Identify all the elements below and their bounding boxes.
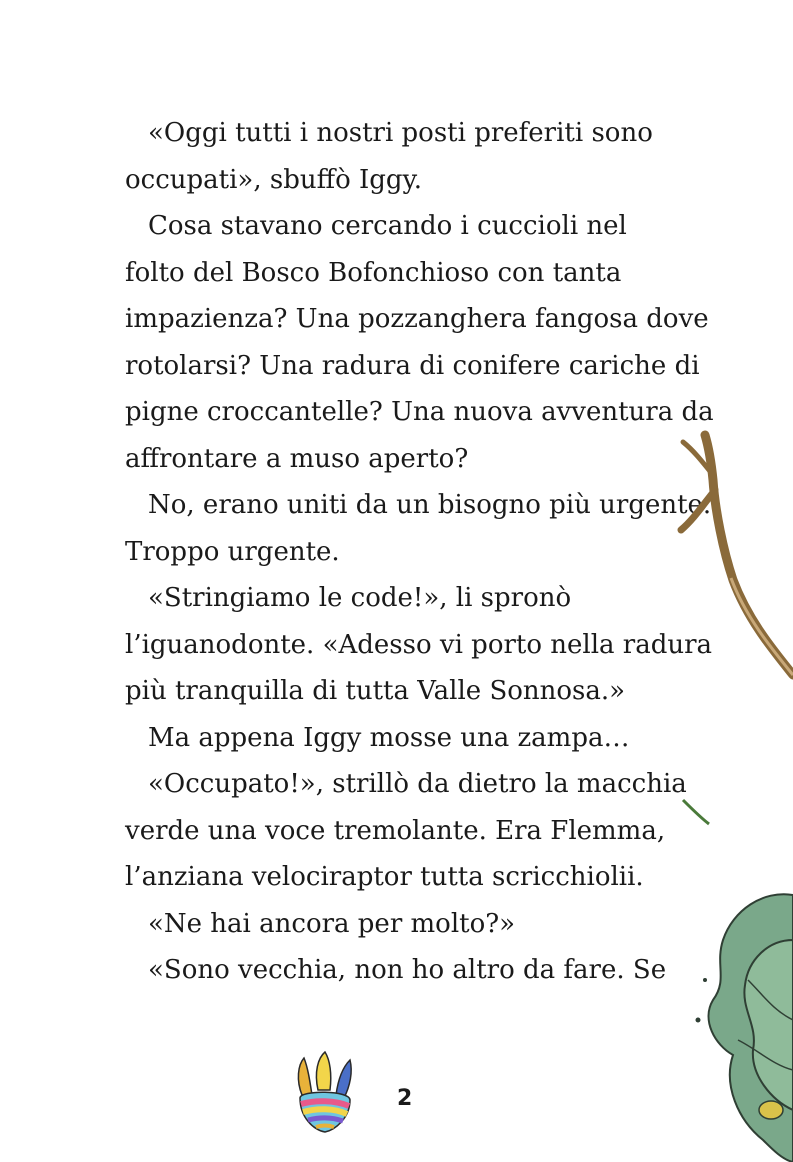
branch-illustration <box>705 435 793 675</box>
paragraph <box>125 575 713 715</box>
plant-illustration <box>653 420 793 1162</box>
text-line: No, erano uniti da un bisogno più urgente. <box>148 490 712 520</box>
paragraph <box>125 203 714 482</box>
text-line: l’anziana velociraptor tutta scricchiolii. <box>125 862 644 892</box>
text-line: pigne croccantelle? Una nuova avventura da <box>125 397 714 427</box>
text-line: Troppo urgente. <box>125 536 340 567</box>
paragraph <box>125 761 685 901</box>
text-line: l’iguanodonte. «Adesso vi porto nella radura <box>125 629 713 660</box>
text-line: Cosa stavano cercando i cuccioli nel <box>148 211 627 241</box>
text-line: «Sono vecchia, non ho altro da fare. Se <box>148 955 667 985</box>
text-line: affrontare a muso aperto? <box>125 443 469 474</box>
text-line: «Ne hai ancora per molto?» <box>148 908 516 939</box>
text-line: rotolarsi? Una radura di conifere cariche di <box>125 350 700 381</box>
text-line: più tranquilla di tutta Valle Sonnosa.» <box>125 676 626 706</box>
paragraph <box>125 901 685 948</box>
text-line: «Oggi tutti i nostri posti preferiti sono <box>148 118 653 148</box>
text-line: verde una voce tremolante. Era Flemma, <box>125 815 666 846</box>
text-line: «Occupato!», strillò da dietro la macchia <box>148 769 687 799</box>
text-line: occupati», sbuffò Iggy. <box>125 164 423 195</box>
paragraph <box>125 715 685 762</box>
paragraph <box>125 482 712 575</box>
text-line: Ma appena Iggy mosse una zampa… <box>148 722 630 753</box>
dino-footprint-icon <box>290 1050 360 1135</box>
page-footer <box>290 1050 450 1140</box>
paragraph <box>125 110 685 203</box>
text-line: folto del Bosco Bofonchioso con tanta <box>125 257 622 288</box>
page-number: 2 <box>397 1086 413 1111</box>
paragraph <box>125 947 685 994</box>
body-text <box>125 110 714 994</box>
text-line: «Stringiamo le code!», li spronò <box>148 583 572 613</box>
text-line: impazienza? Una pozzanghera fangosa dove <box>125 304 709 334</box>
